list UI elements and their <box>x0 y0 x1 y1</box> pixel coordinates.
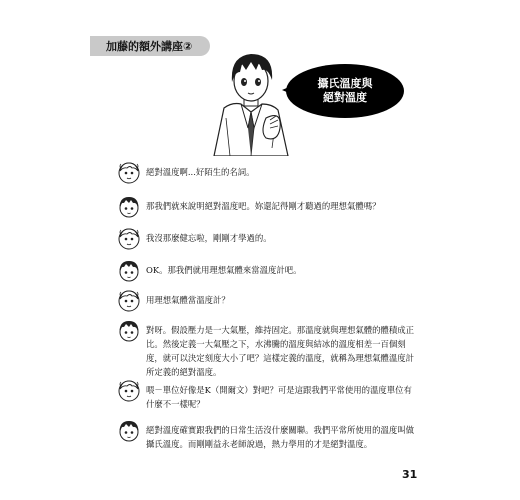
girl-avatar-icon <box>118 290 140 312</box>
girl-avatar-icon <box>118 162 140 184</box>
dialogue-line <box>118 380 418 411</box>
dialogue-text: 用理想氣體當溫度計？ <box>146 295 230 305</box>
dialogue-text: 我沒那麼健忘啦，剛剛才學過的。 <box>146 233 272 243</box>
dialogue-text: 對呀。假設壓力是一大氣壓，維持固定。那溫度就與理想氣體的體積成正比。然後定義一大氣壓之下，水沸騰的溫度與結冰的溫度相差一百個刻度，就可以決定刻度大小了吧？這樣定義的溫度，就稱為理想氣體溫度計所定義的絕對溫度。 <box>146 325 414 377</box>
dialogue-line <box>118 196 418 218</box>
boy-avatar-icon <box>118 420 140 442</box>
girl-avatar-icon <box>118 380 140 402</box>
bubble-line-1: 攝氏溫度與 <box>317 77 373 90</box>
dialogue-line <box>118 320 418 379</box>
boy-avatar-icon <box>118 320 140 342</box>
dialogue-text: 那我們就來說明絕對溫度吧。妳還記得剛才聽過的理想氣體嗎？ <box>146 201 381 211</box>
dialogue-line <box>118 162 418 184</box>
section-header-tab <box>90 36 210 56</box>
section-title: 加藤的額外講座② <box>106 40 193 53</box>
dialogue-line <box>118 290 418 312</box>
dialogue-text: 絕對溫度確實跟我們的日常生活沒什麼關聯。我們平常所使用的溫度叫做攝氏溫度。而剛剛益永老師說過，熱力學用的才是絕對溫度。 <box>146 425 414 449</box>
dialogue-line <box>118 228 418 250</box>
bubble-line-2: 絕對溫度 <box>323 91 367 104</box>
dialogue-text: OK。那我們就用理想氣體來當溫度計吧。 <box>146 265 302 275</box>
speech-bubble <box>286 64 404 118</box>
girl-avatar-icon <box>118 228 140 250</box>
dialogue-line <box>118 260 418 282</box>
page-number: 31 <box>402 468 418 481</box>
dialogue-text: 喂－單位好像是K（開爾文）對吧？可是這跟我們平常使用的溫度單位有什麼不一樣呢？ <box>146 385 412 409</box>
boy-avatar-icon <box>118 196 140 218</box>
dialogue-line <box>118 420 418 451</box>
dialogue-text: 絕對溫度啊...好陌生的名詞。 <box>146 167 255 177</box>
boy-avatar-icon <box>118 260 140 282</box>
